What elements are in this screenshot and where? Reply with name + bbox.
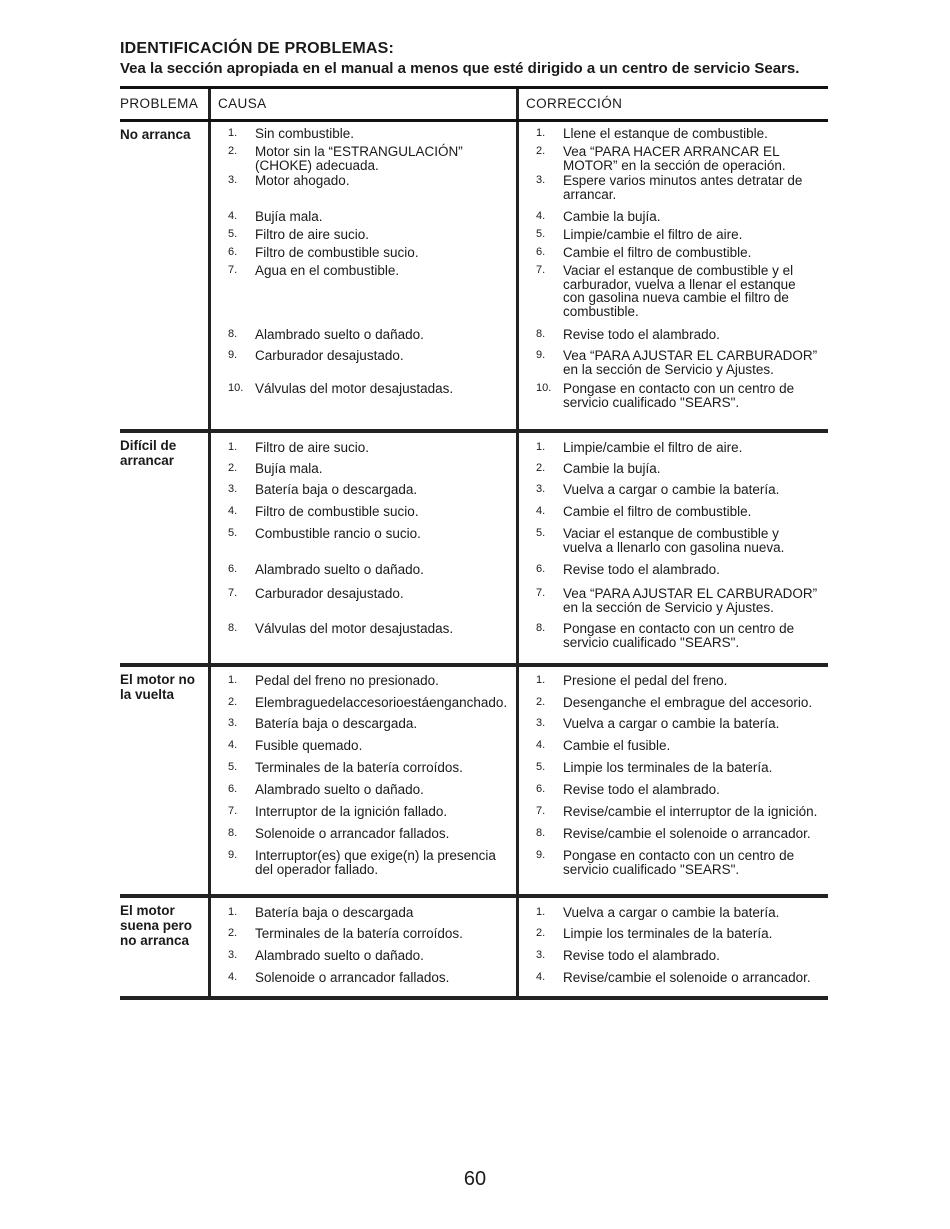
correction-number: 9.: [536, 849, 546, 861]
correction-number: 3.: [536, 949, 546, 961]
cause-text: Filtro de aire sucio.: [255, 227, 370, 242]
cause-number: 7.: [228, 805, 238, 817]
cause-text: Alambrado suelto o dañado.: [255, 782, 424, 797]
column-divider: [208, 89, 211, 119]
correction-number: 3.: [536, 483, 546, 495]
cause-text: Interruptor(es) que exige(n) la presencia del operador fallado.: [255, 848, 496, 877]
problem-section: [120, 898, 828, 1000]
cause-text: Alambrado suelto o dañado.: [255, 562, 424, 577]
cause-text: Agua en el combustible.: [255, 263, 400, 278]
problem-label: El motor suena pero no arranca: [120, 903, 193, 948]
problem-label: El motor no la vuelta: [120, 672, 195, 702]
correction-text: Revise/cambie el solenoide o arrancador.: [563, 826, 811, 841]
correction-text: Vea “PARA AJUSTAR EL CARBURADOR” en la sección de Servicio y Ajustes.: [563, 586, 818, 615]
page-number: 60: [463, 1168, 487, 1190]
correction-number: 4.: [536, 505, 546, 517]
column-divider: [208, 433, 211, 663]
cause-text: Fusible quemado.: [255, 738, 363, 753]
cause-number: 2.: [228, 145, 238, 157]
correction-text: Cambie la bujía.: [563, 461, 661, 476]
cause-text: Filtro de aire sucio.: [255, 440, 370, 455]
correction-text: Revise/cambie el solenoide o arrancador.: [563, 970, 811, 985]
correction-text: Presione el pedal del freno.: [563, 673, 728, 688]
correction-text: Llene el estanque de combustible.: [563, 126, 768, 141]
problem-section: [120, 667, 828, 898]
header-correccion: CORRECCIÓN: [526, 96, 623, 111]
column-divider: [208, 122, 211, 429]
correction-text: Revise todo el alambrado.: [563, 562, 720, 577]
correction-number: 7.: [536, 264, 546, 276]
correction-number: 5.: [536, 527, 546, 539]
problem-section: [120, 122, 828, 433]
header-causa: CAUSA: [218, 96, 267, 111]
correction-number: 2.: [536, 927, 546, 939]
correction-text: Vea “PARA HACER ARRANCAR EL MOTOR” en la sección de operación.: [563, 144, 786, 173]
correction-text: Limpie los terminales de la batería.: [563, 926, 773, 941]
correction-number: 3.: [536, 717, 546, 729]
table-body: [120, 122, 828, 1000]
cause-number: 4.: [228, 505, 238, 517]
correction-number: 1.: [536, 674, 546, 686]
cause-text: Filtro de combustible sucio.: [255, 245, 419, 260]
cause-number: 4.: [228, 210, 238, 222]
correction-number: 8.: [536, 827, 546, 839]
correction-number: 1.: [536, 127, 546, 139]
cause-text: Batería baja o descargada.: [255, 482, 418, 497]
correction-number: 8.: [536, 328, 546, 340]
correction-text: Desenganche el embrague del accesorio.: [563, 695, 813, 710]
correction-text: Cambie el fusible.: [563, 738, 671, 753]
problem-section: [120, 433, 828, 667]
correction-text: Revise todo el alambrado.: [563, 948, 720, 963]
cause-number: 8.: [228, 622, 238, 634]
correction-text: Pongase en contacto con un centro de servicio cualificado "SEARS".: [563, 381, 795, 410]
correction-text: Pongase en contacto con un centro de servicio cualificado "SEARS".: [563, 848, 795, 877]
correction-text: Revise/cambie el interruptor de la ignición.: [563, 804, 818, 819]
cause-text: Terminales de la batería corroídos.: [255, 926, 463, 941]
correction-number: 4.: [536, 971, 546, 983]
correction-number: 9.: [536, 349, 546, 361]
cause-text: Solenoide o arrancador fallados.: [255, 970, 450, 985]
correction-number: 1.: [536, 441, 546, 453]
column-divider: [516, 667, 519, 894]
cause-number: 6.: [228, 783, 238, 795]
correction-number: 3.: [536, 174, 546, 186]
table-header: [120, 86, 828, 122]
cause-text: Alambrado suelto o dañado.: [255, 327, 424, 342]
troubleshooting-table: [120, 86, 828, 1000]
column-divider: [516, 433, 519, 663]
cause-text: Interruptor de la ignición fallado.: [255, 804, 448, 819]
cause-number: 4.: [228, 971, 238, 983]
correction-text: Limpie los terminales de la batería.: [563, 760, 773, 775]
correction-text: Vea “PARA AJUSTAR EL CARBURADOR” en la sección de Servicio y Ajustes.: [563, 348, 818, 377]
cause-number: 2.: [228, 696, 238, 708]
cause-number: 3.: [228, 717, 238, 729]
cause-text: Motor sin la “ESTRANGULACIÓN” (CHOKE) adecuada.: [255, 144, 463, 173]
problem-label: Difícil de arrancar: [120, 438, 177, 468]
column-divider: [208, 667, 211, 894]
correction-number: 1.: [536, 906, 546, 918]
cause-number: 2.: [228, 927, 238, 939]
correction-number: 2.: [536, 145, 546, 157]
correction-text: Vaciar el estanque de combustible y el carburador, vuelva a llenar el estanque con gasolina nueva cambie el filtro de combustible.: [563, 263, 796, 319]
cause-number: 1.: [228, 674, 238, 686]
correction-text: Espere varios minutos antes detratar de arrancar.: [563, 173, 803, 202]
cause-number: 3.: [228, 483, 238, 495]
cause-number: 7.: [228, 264, 238, 276]
cause-number: 6.: [228, 246, 238, 258]
correction-text: Vuelva a cargar o cambie la batería.: [563, 716, 780, 731]
correction-number: 10.: [536, 382, 552, 394]
correction-number: 6.: [536, 563, 546, 575]
cause-text: Elembraguedelaccesorioestáenganchado.: [255, 695, 508, 710]
correction-text: Cambie el filtro de combustible.: [563, 245, 752, 260]
cause-text: Solenoide o arrancador fallados.: [255, 826, 450, 841]
cause-text: Válvulas del motor desajustadas.: [255, 621, 454, 636]
correction-number: 7.: [536, 587, 546, 599]
correction-text: Cambie la bujía.: [563, 209, 661, 224]
correction-number: 4.: [536, 739, 546, 751]
correction-text: Cambie el filtro de combustible.: [563, 504, 752, 519]
correction-number: 4.: [536, 210, 546, 222]
cause-text: Terminales de la batería corroídos.: [255, 760, 463, 775]
cause-number: 3.: [228, 949, 238, 961]
cause-number: 5.: [228, 761, 238, 773]
cause-text: Sin combustible.: [255, 126, 355, 141]
correction-number: 2.: [536, 696, 546, 708]
cause-text: Carburador desajustado.: [255, 348, 404, 363]
cause-text: Alambrado suelto o dañado.: [255, 948, 424, 963]
column-divider: [516, 122, 519, 429]
cause-number: 8.: [228, 827, 238, 839]
column-divider: [516, 89, 519, 119]
correction-text: Revise todo el alambrado.: [563, 782, 720, 797]
column-divider: [208, 898, 211, 996]
correction-number: 8.: [536, 622, 546, 634]
correction-number: 5.: [536, 228, 546, 240]
cause-text: Combustible rancio o sucio.: [255, 526, 421, 541]
correction-number: 5.: [536, 761, 546, 773]
cause-number: 6.: [228, 563, 238, 575]
cause-text: Carburador desajustado.: [255, 586, 404, 601]
correction-number: 6.: [536, 246, 546, 258]
cause-text: Válvulas del motor desajustadas.: [255, 381, 454, 396]
correction-text: Limpie/cambie el filtro de aire.: [563, 227, 743, 242]
cause-number: 8.: [228, 328, 238, 340]
cause-text: Filtro de combustible sucio.: [255, 504, 419, 519]
cause-number: 2.: [228, 462, 238, 474]
cause-number: 1.: [228, 127, 238, 139]
page-subtitle: Vea la sección apropiada en el manual a menos que esté dirigido a un centro de servicio Sears.: [120, 60, 800, 77]
cause-number: 10.: [228, 382, 244, 394]
correction-text: Revise todo el alambrado.: [563, 327, 720, 342]
cause-number: 9.: [228, 849, 238, 861]
problem-label: No arranca: [120, 127, 191, 142]
header-problema: PROBLEMA: [120, 96, 199, 111]
cause-text: Batería baja o descargada: [255, 905, 414, 920]
cause-number: 1.: [228, 441, 238, 453]
cause-number: 5.: [228, 527, 238, 539]
correction-number: 6.: [536, 783, 546, 795]
cause-text: Bujía mala.: [255, 461, 323, 476]
correction-text: Vuelva a cargar o cambie la batería.: [563, 482, 780, 497]
cause-number: 1.: [228, 906, 238, 918]
cause-text: Motor ahogado.: [255, 173, 350, 188]
cause-text: Batería baja o descargada.: [255, 716, 418, 731]
correction-text: Pongase en contacto con un centro de servicio cualificado "SEARS".: [563, 621, 795, 650]
cause-text: Pedal del freno no presionado.: [255, 673, 439, 688]
correction-text: Vuelva a cargar o cambie la batería.: [563, 905, 780, 920]
cause-number: 3.: [228, 174, 238, 186]
cause-text: Bujía mala.: [255, 209, 323, 224]
correction-number: 7.: [536, 805, 546, 817]
page-title: IDENTIFICACIÓN DE PROBLEMAS:: [120, 40, 395, 57]
correction-number: 2.: [536, 462, 546, 474]
cause-number: 5.: [228, 228, 238, 240]
cause-number: 9.: [228, 349, 238, 361]
column-divider: [516, 898, 519, 996]
cause-number: 4.: [228, 739, 238, 751]
cause-number: 7.: [228, 587, 238, 599]
correction-text: Limpie/cambie el filtro de aire.: [563, 440, 743, 455]
correction-text: Vaciar el estanque de combustible y vuelva a llenarlo con gasolina nueva.: [563, 526, 785, 555]
